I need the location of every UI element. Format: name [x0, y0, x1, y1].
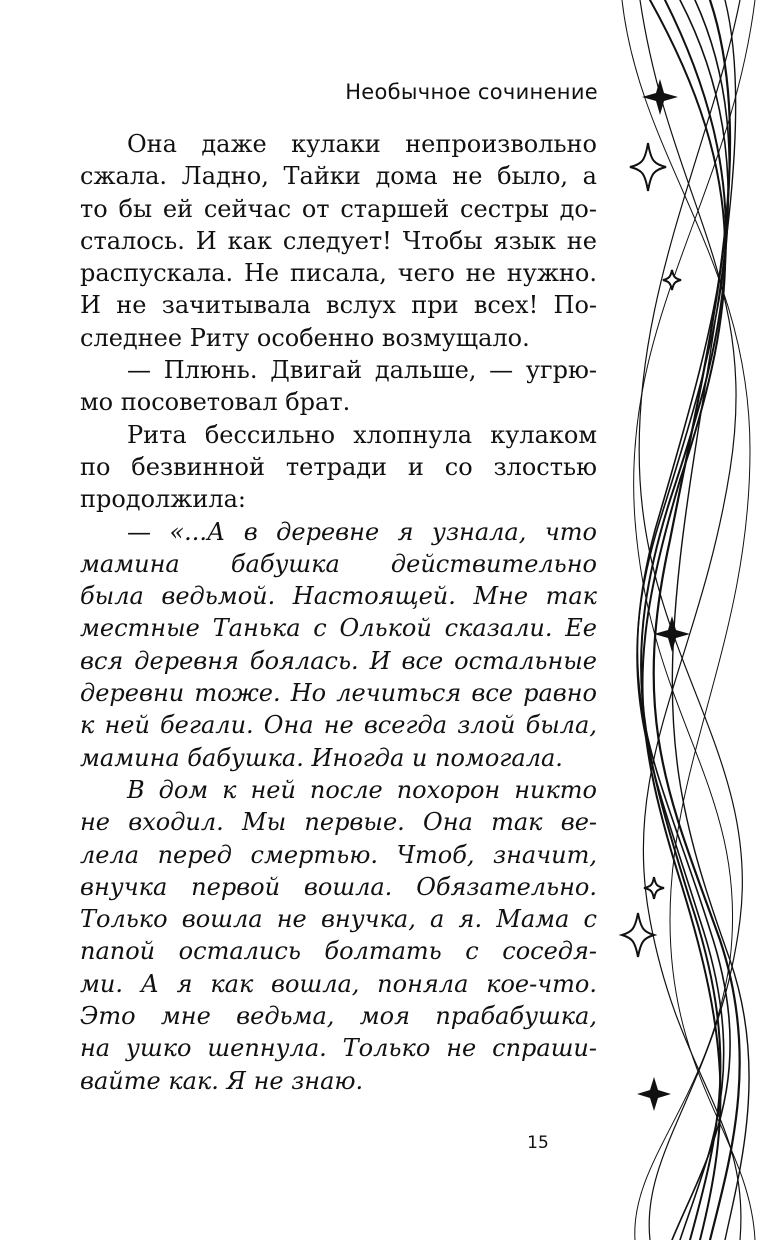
text-line: внучка первой вошла. Обязательно.	[80, 872, 597, 901]
wavy-line	[641, 0, 726, 1240]
wavy-line	[672, 0, 749, 1240]
text-line: В дом к ней после похорон никто	[127, 775, 597, 804]
text-line: то бы ей сейчас от старшей сестры до-	[80, 194, 597, 223]
text-line: сталось. И как следует! Чтобы язык не	[80, 226, 597, 255]
page-number: 15	[527, 1133, 549, 1153]
text-line: была ведьмой. Настоящей. Мне так	[80, 582, 597, 611]
four-point-star-icon	[644, 877, 664, 899]
text-line: Она даже кулаки непроизвольно	[127, 130, 597, 158]
text-line: следнее Риту особенно возмущало.	[80, 323, 530, 352]
four-point-star-icon	[654, 616, 690, 652]
running-head: Необычное сочинение	[345, 80, 598, 104]
text-line: не входил. Мы первые. Она так ве-	[80, 808, 597, 837]
text-line: мамина бабушка. Иногда и помогала.	[80, 743, 563, 772]
wavy-line	[639, 0, 742, 1240]
text-line: мамина бабушка действительно	[80, 549, 597, 578]
four-point-star-icon	[637, 1077, 671, 1111]
body-text	[80, 128, 597, 1097]
text-line: Рита бессильно хлопнула кулаком	[127, 420, 597, 449]
text-line: деревни тоже. Но лечиться все равно	[80, 679, 597, 708]
text-line: Только вошла не внучка, а я. Мама с	[80, 905, 597, 934]
text-line: сжала. Ладно, Тайки дома не было, а	[80, 162, 597, 191]
text-line: к ней бегали. Она не всегда злой была,	[80, 711, 597, 740]
four-point-star-icon	[642, 79, 678, 115]
four-point-star-icon	[630, 143, 666, 191]
text-line: мо посоветовал брат.	[80, 388, 351, 417]
text-line: — «...А в деревне я узнала, что	[127, 517, 597, 546]
text-line: Это мне ведьма, моя прабабушка,	[80, 1002, 597, 1031]
text-line: лела перед смертью. Чтоб, значит,	[80, 840, 597, 869]
four-point-star-icon	[622, 913, 654, 957]
wavy-lines	[622, 0, 755, 1240]
text-line: вайте как. Я не знаю.	[80, 1066, 364, 1095]
wavy-line	[622, 0, 755, 1240]
text-line: местные Танька с Олькой сказали. Ее	[80, 614, 597, 643]
text-line: продолжила:	[80, 485, 246, 514]
four-point-star-icon	[663, 270, 681, 290]
text-line: на ушко шепнула. Только не спраши-	[80, 1034, 597, 1063]
text-line: распускала. Не писала, чего не нужно.	[80, 259, 597, 288]
decorative-ornament	[610, 0, 768, 1240]
text-line: по безвинной тетради и со злостью	[80, 452, 597, 481]
wavy-line	[640, 0, 741, 1240]
text-line: вся деревня боялась. И все остальные	[80, 646, 597, 675]
wavy-line	[654, 0, 740, 1240]
text-line: папой остались болтать с соседя-	[80, 937, 597, 966]
text-line: И не зачитывала вслух при всех! По-	[80, 291, 597, 320]
wavy-line	[643, 0, 726, 1240]
text-line: ми. А я как вошла, поняла кое-что.	[80, 969, 597, 998]
text-line: — Плюнь. Двигай дальше, — угрю-	[127, 356, 597, 385]
